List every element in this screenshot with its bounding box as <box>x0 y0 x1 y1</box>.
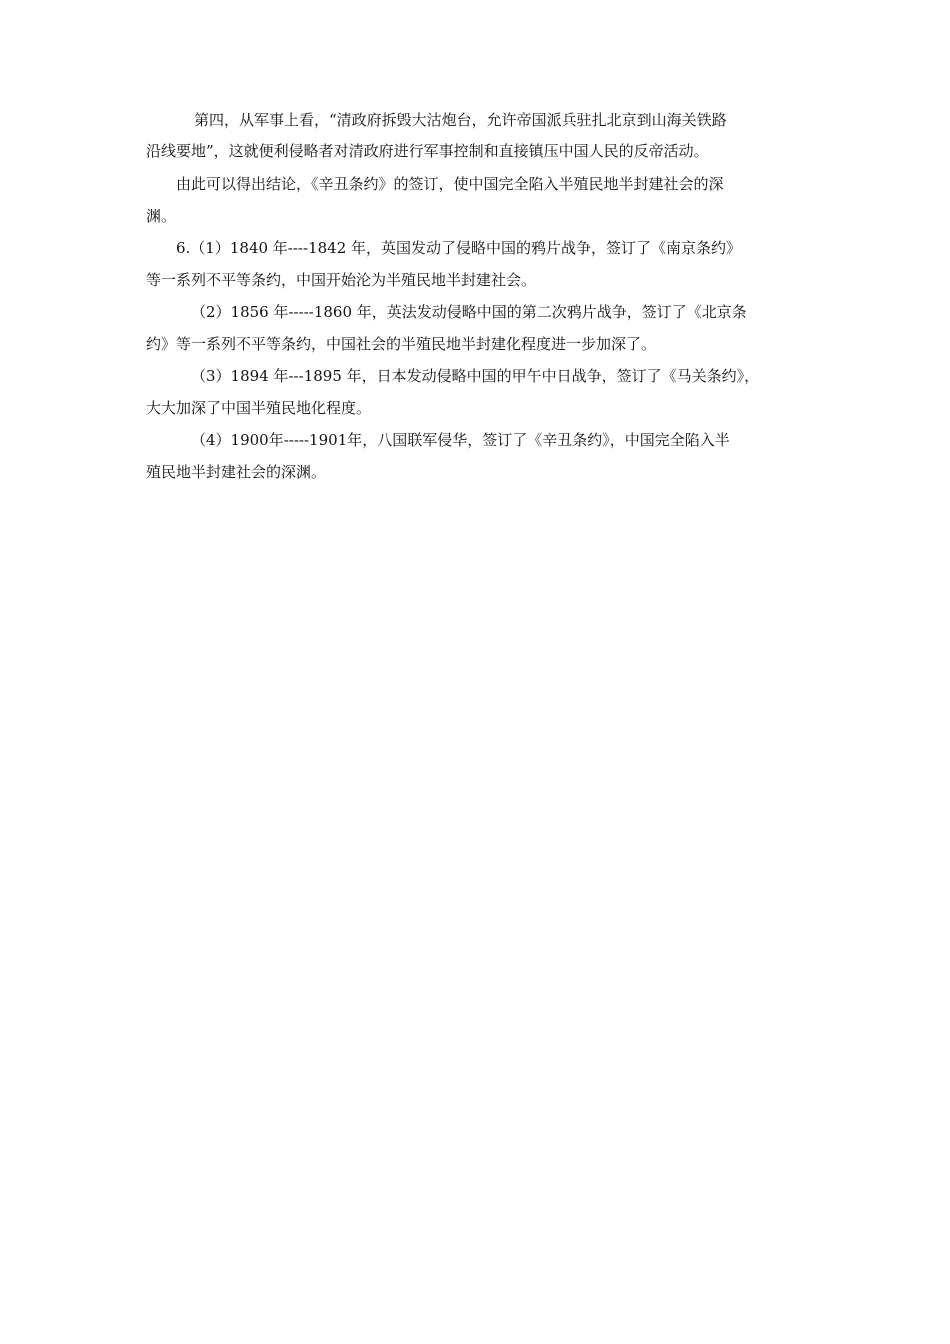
text-line: 由此可以得出结论，《辛丑条约》的签订，使中国完全陷入半殖民地半封建社会的深 <box>176 175 724 193</box>
text-line: 大大加深了中国半殖民地化程度。 <box>146 399 372 417</box>
text-line: 渊。 <box>146 207 177 225</box>
text-line: 等一系列不平等条约，中国开始沦为半殖民地半封建社会。 <box>146 271 537 289</box>
text-line: （4）1900年-----1901年，八国联军侵华，签订了《辛丑条约》，中国完全陷入半 <box>191 431 730 449</box>
text-line: 约》等一系列不平等条约，中国社会的半殖民地半封建化程度进一步加深了。 <box>146 335 657 353</box>
text-line: 6.（1）1840 年----1842 年，英国发动了侵略中国的鸦片战争，签订了《南京条约》 <box>176 239 742 257</box>
text-line: 第四，从军事上看，“清政府拆毁大沽炮台，允许帝国派兵驻扎北京到山海关铁路 <box>194 111 727 129</box>
text-line: 沿线要地”，这就便利侵略者对清政府进行军事控制和直接镇压中国人民的反帝活动。 <box>146 142 709 160</box>
text-line: （2）1856 年-----1860 年，英法发动侵略中国的第二次鸦片战争，签订了《北京条 <box>191 303 747 321</box>
text-line: （3）1894 年---1895 年，日本发动侵略中国的甲午中日战争，签订了《马关条约》， <box>191 367 760 385</box>
text-line: 殖民地半封建社会的深渊。 <box>146 463 327 481</box>
